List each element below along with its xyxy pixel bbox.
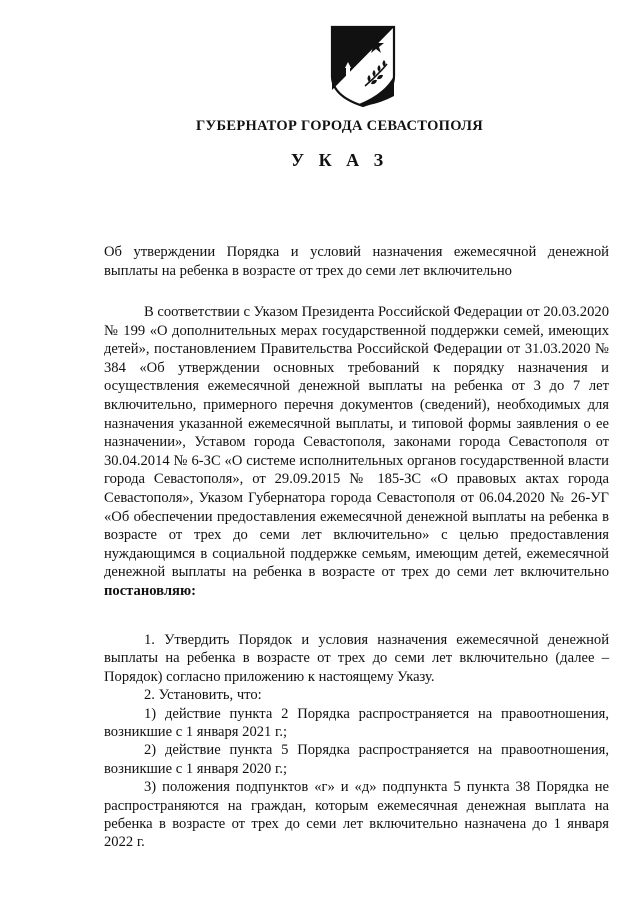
sevastopol-coat-of-arms-icon xyxy=(329,24,397,108)
preamble xyxy=(104,303,609,601)
preamble-paragraph xyxy=(104,303,609,601)
decree-items xyxy=(104,631,609,852)
decree-subitem-2: 2) действие пункта 5 Порядка распространяется на правоотношения, возникшие с 1 января 2020 г.; xyxy=(104,742,609,777)
resolution-keyword: постановляю: xyxy=(104,582,196,599)
document-subject: Об утверждении Порядка и условий назначения ежемесячной денежной выплаты на ребенка в возрасте от трех до семи лет включительно xyxy=(104,244,609,279)
preamble-text: В соответствии с Указом Президента Российской Федерации от 20.03.2020 № 199 «О дополнительных мерах государственной поддержки семей, имеющих детей», постановлением Правительства Российской Федерации от 31.03.2020 № 384 «Об утверждении основных требований к порядку назначения и осуществления ежемесячной денежной выплаты на ребенка от 3 до 7 лет включительно, примерного перечня документов (сведений), необходимых для назначения указанной ежемесячной выплаты, и типовой формы заявления о ее назначении», Уставом города Севастополя, законами города Севастополя от 30.04.2014 № 6-ЗС «О системе исполнительных органов государственной власти города Севастополя», от 29.09.2015 № 185-ЗС «О правовых актах города Севастополя», Указом Губернатора города Севастополя от 06.04.2020 № 26-УГ «Об обеспечении предоставления ежемесячной денежной выплаты на ребенка в возрасте от трех до семи лет включительно» с целью предоставления нуждающимся в социальной поддержке семьям, имеющим детей, ежемесячной денежной выплаты на ребенка в возрасте от трех до семи лет включительно xyxy=(104,304,609,581)
decree-subitem-3: 3) положения подпунктов «г» и «д» подпункта 5 пункта 38 Порядка не распространяются на граждан, которым ежемесячная денежная выплата на ребенка в возрасте от трех до семи лет включительно назначена до 1 января 2022 г. xyxy=(104,779,609,851)
decree-item-1: 1. Утвердить Порядок и условия назначения ежемесячной денежной выплаты на ребенка в возрасте от трех до семи лет включительно (далее – Порядок) согласно приложению к настоящему Указу. xyxy=(104,632,609,685)
decree-item-2: 2. Установить, что: xyxy=(144,687,262,704)
decree-subitem-1: 1) действие пункта 2 Порядка распространяется на правоотношения, возникшие с 1 января 2021 г.; xyxy=(104,705,609,741)
document-type: У К А З xyxy=(290,150,389,170)
issuer-title: ГУБЕРНАТОР ГОРОДА СЕВАСТОПОЛЯ xyxy=(196,118,483,134)
